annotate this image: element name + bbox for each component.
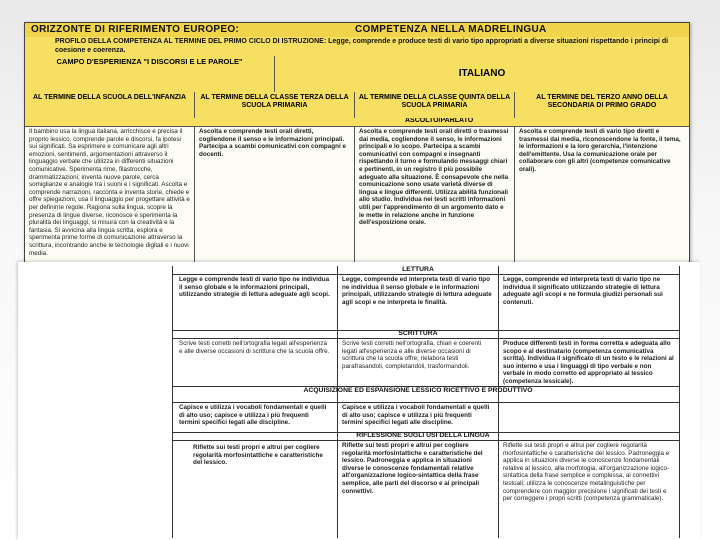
section-lettura: LETTURA	[402, 266, 434, 273]
level-quinta-primaria: AL TERMINE DELLA CLASSE QUINTA DELLA SCUOLA PRIMARIA	[355, 92, 515, 118]
riflessione-secondaria: Riflette sui testi propri e altrui per cogliere regolarità morfosintattiche e caratteristiche del lessico. Padroneggia e applica in situazioni diverse le conoscenze fondamentali relative al lessico, alla morfologia, all'organizzazione logico-sintattica della frase semplice e complessa, ai connettivi testuali; utilizza le conoscenze metalinguistiche per comprendere con maggior precisione i significati dei testi e per correggere i propri scritti (competenza grammaticale).	[503, 442, 670, 503]
scrittura-quinta: Scrive testi corretti nell'ortografia, chiari e coerenti legati all'esperienza e alle diverse occasioni di scrittura che la scuola offre; rielabora testi parafrasandoli, completandoli, trasformandoli.	[342, 340, 482, 370]
competence-profile: PROFILO DELLA COMPETENZA AL TERMINE DEL PRIMO CICLO DI ISTRUZIONE: Legge, comprende e produce testi di vario tipo appropriati a diverse situazioni rispettando i principi di coesione e coerenza.	[55, 38, 669, 54]
scrittura-secondaria: Produce differenti testi in forma corretta e adeguata allo scopo e al destinatario (competenza comunicativa scritta). Individua il significato di un testo e le relazioni al suo interno e usa i linguaggi di tipo verbale e non verbale in modo corretto ed appropriato al lessico (competenza lessicale).	[503, 340, 674, 385]
campo-row	[25, 56, 689, 93]
lessico-terza: Capisce e utilizza i vocaboli fondamentali e quelli di alto uso; capisce e utilizza i più frequenti termini specifici legati alle discipline.	[179, 404, 327, 427]
lessico-quinta: Capisce e utilizza i vocaboli fondamentali e quelli di alto uso; capisce e utilizza i più frequenti termini specifici legati alle discipline.	[342, 404, 490, 427]
section-scrittura: SCRITTURA	[398, 330, 438, 337]
subject-label: ITALIANO	[458, 68, 506, 79]
row-divider	[173, 402, 679, 403]
level-secondaria: AL TERMINE DEL TERZO ANNO DELLA SECONDARIA DI PRIMO GRADO	[536, 94, 668, 109]
level-header-row	[25, 92, 689, 119]
level-terza-primaria: AL TERMINE DELLA CLASSE TERZA DELLA SCUOLA PRIMARIA	[195, 92, 355, 118]
curriculum-page-top	[24, 22, 690, 274]
section-lessico: ACQUISIZIONE ED ESPANSIONE LESSICO RICETTIVO E PRODUTTIVO	[303, 387, 533, 394]
campo-esperienza: CAMPO D'ESPERIENZA "I DISCORSI E LE PAROLE"	[25, 56, 275, 92]
section-ascolto-parlato: ASCOLTO/PARLATO	[405, 118, 474, 124]
curriculum-page-bottom	[18, 262, 700, 540]
level-infanzia: AL TERMINE DELLA SCUOLA DELL'INFANZIA	[25, 92, 195, 118]
profile-row	[25, 37, 689, 57]
lettura-quinta: Legge, comprende ed interpreta testi di vario tipo ne individua il senso globale e le informazioni principali, utilizzando strategie di lettura adeguate agli scopi e ne interpreta le finalità.	[342, 276, 492, 306]
competence-columns	[25, 126, 689, 273]
column-infanzia: Il bambino usa la lingua italiana, arricchisce e precisa il proprio lessico, comprende parole e discorsi, fa ipotesi sui significati. Sa esprimere e comunicare agli altri emozioni, sentimenti, argomentazioni attraverso il linguaggio verbale che utilizza in differenti situazioni comunicative. Sperimenta rime, filastrocche, drammatizzazioni; inventa nuove parole, cerca somiglianze e analogie tra i suoni e i significati. Ascolta e comprende narrazioni, racconta e inventa storie, chiede e offre spiegazioni, usa il linguaggio per progettare attività e per definirne regole. Ragiona sulla lingua, scopre la presenza di lingue diverse, riconosce e sperimenta la pluralità dei linguaggi, si misura con la creatività e la fantasia. Si avvicina alla lingua scritta, esplora e sperimenta prime forme di comunicazione attraverso la scrittura, incontrando anche le tecnologie digitali e i nuovi media.	[25, 126, 195, 273]
title-row	[25, 23, 689, 38]
row-divider	[173, 440, 679, 441]
column-secondaria: Ascolta e comprende testi di vario tipo diretti e trasmessi dai media, riconoscendone la fonte, il tema, le informazioni e la loro gerarchia, l'intenzione dell'emittente. Usa la comunicazione orale per collaborare con gli altri (competenze comunicative orali).	[519, 128, 681, 173]
section-riflessione: RIFLESSIONE SUGLI USI DELLA LINGUA	[356, 432, 490, 439]
column-quinta-primaria: Ascolta e comprende testi orali diretti o trasmessi dai media, cogliendone il senso, le informazioni principali e lo scopo. Partecipa a scambi comunicativi con compagni e insegnanti rispettando il turno e formulando messaggi chiari e pertinenti, in un registro il più possibile adeguato alla situazione. È consapevole che nella comunicazione sono usate varietà diverse di lingua e lingue differenti. Utilizza abilità funzionali allo studio. Individua nei testi scritti informazioni utili per l'apprendimento di un argomento dato e le mette in relazione anche in funzione dell'esposizione orale.	[355, 126, 515, 273]
column-terza-primaria: Ascolta e comprende testi orali diretti, cogliendone il senso e le informazioni principali. Partecipa a scambi comunicativi con compagni e docenti.	[195, 126, 355, 273]
lettura-secondaria: Legge, comprende ed interpreta testi di vario tipo ne individua il significato utilizzando strategie di lettura adeguate agli scopi e ne formula giudizi personali sui contenuti.	[503, 276, 663, 306]
scrittura-terza: Scrive testi corretti nell'ortografia legati all'esperienza e alle diverse occasioni di scrittura che la scuola offre.	[179, 340, 330, 355]
riflessione-terza: Riflette sui testi propri e altrui per cogliere regolarità morfosintattiche e caratteristiche del lessico.	[193, 444, 323, 467]
riflessione-quinta: Riflette sui testi propri e altrui per cogliere regolarità morfosintattiche e caratteristiche del lessico. Padroneggia e applica in situazioni diverse le conoscenze fondamentali relative all'organizzazione logico-sintattica della frase semplice, alle parti del discorso e ai principali connettivi.	[342, 442, 483, 495]
competence-title: COMPETENZA NELLA MADRELINGUA	[355, 24, 547, 35]
competence-table	[172, 266, 680, 538]
row-divider	[173, 274, 679, 275]
reference-title: ORIZZONTE DI RIFERIMENTO EUROPEO:	[31, 24, 240, 35]
lettura-terza: Legge e comprende testi di vario tipo ne individua il senso globale e le informazioni principali, utilizzando strategie di lettura adeguate agli scopi.	[179, 276, 330, 299]
row-divider	[173, 338, 679, 339]
